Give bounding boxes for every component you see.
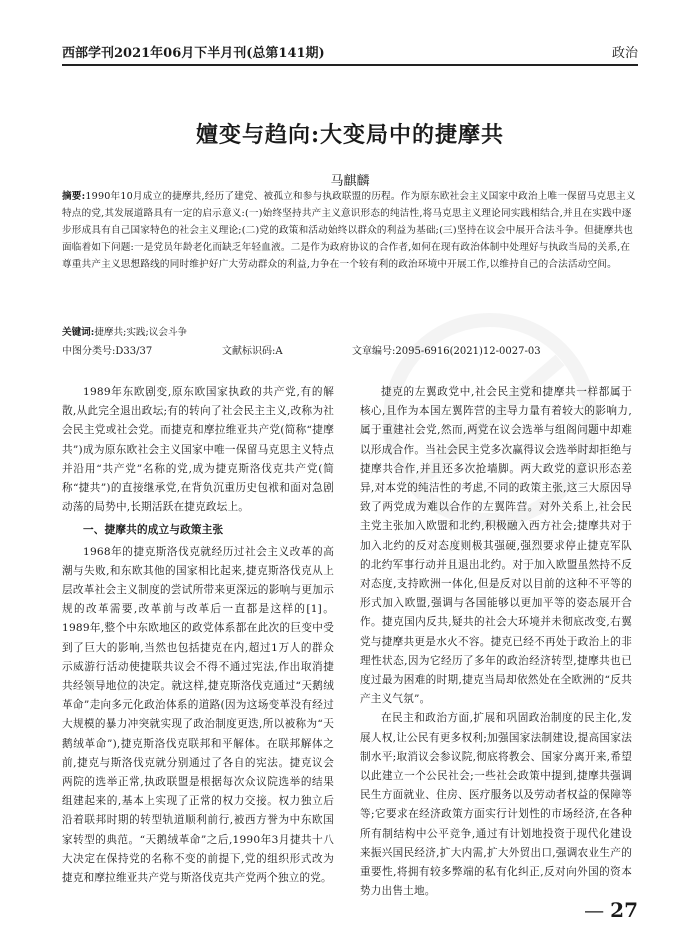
article-number: 文章编号:2095-6916(2021)12-0027-03 <box>352 346 541 357</box>
class-number: 中图分类号:D33/37 <box>62 346 153 357</box>
running-header <box>62 40 638 62</box>
right-column <box>360 383 632 901</box>
keywords-label: 关键词: <box>62 327 95 338</box>
abstract-label: 摘要: <box>62 191 86 202</box>
abstract <box>62 188 638 273</box>
page-number <box>584 898 638 922</box>
paragraph: 捷克的左翼政党中,社会民主党和捷摩共一样都属于核心,且作为本国左翼阵营的主导力量有着较大的影响力,属于重建社会党,然而,两党在议会选举与组阁问题中却难以形成合作。当社会民主党多次赢得议会选举时却拒绝与捷摩共合作,并且还多次抢墙脚。两大政党的意识形态差异,对本党的纯洁性的考虑,不同的政策主张,这三大原因导致了两党成为难以合作的左翼阵营。对外关系上,社会民主党主张加入欧盟和北约,积极融入西方社会;捷摩共对于加入北约的反对态度则极其强硬,强烈要求停止捷克军队的北约军事行动并且退出北约。对于加入欧盟虽然持不反对态度,支持欧洲一体化,但是反对以目前的这种不平等的形式加入欧盟,强调与各国能够以更加平等的姿态展开合作。捷克国内反共,疑共的社会大环境并未彻底改变,右翼党与捷摩共更是水火不容。捷克已经不再处于政治上的非理性状态,因为它经历了多年的政治经济转型,捷摩共也已度过最为困难的时期,捷克当局却依然处在全欧洲的“反共产主义气氛”。 <box>360 386 632 706</box>
paragraph: 1968年的捷克斯洛伐克就经历过社会主义改革的高潮与失败,和东欧其他的国家相比起来,捷克斯洛伐克从上层改革社会主义制度的尝试所带来更深远的影响与更加示规的改革需要,改革前与改革后一直都是这样的[1]。1989年,整个中东欧地区的政党体系都在此次的巨变中受到了巨大的影响,当然也包括捷克在内,超过1万人的群众示威游行活动使捷联共议会不得不通过宪法,作出取消捷共经领导地位的决定。就这样,捷克斯洛伐克通过“天鹅绒革命”走向多元化政治体系的道路(因为这场变革没有经过大规模的暴力冲突就实现了政治制度更迭,所以被称为“天鹅绒革命”),捷克斯洛伐克联邦和平解体。在联邦解体之前,捷克与斯洛伐克就分别通过了各自的宪法。捷克议会两院的选举正常,执政联盟是根据每次众议院选举的结果组建起来的,基本上实现了正常的权力交接。权力独立后沿着联邦时期的转型轨道顺利前行,被西方誉为中东欧国家转型的典范。“天鹅绒革命”之后,1990年3月捷共十八大决定在保持党的名称不变的前提下,党的组织形式改为捷克和摩拉维亚共产党与斯洛伐克共产党两个独立的党。 <box>62 545 334 885</box>
page-number-value: 27 <box>610 898 638 922</box>
page-dash: — <box>584 898 605 922</box>
paragraph: 1989年东欧剧变,原东欧国家执政的共产党,有的解散,从此完全退出政坛;有的转向了社会民主主义,改称为社会民主党或社会党。而捷克和摩拉维亚共产党(简称“捷摩共”)成为原东欧社会主义国家中唯一保留马克思主义特点并沿用“共产党”名称的党,成为捷克斯洛伐克共产党(简称“捷共”)的直接继承党,在背负沉重历史包袱和面对急剧动荡的局势中,长期活跃在捷克政坛上。 <box>62 386 334 514</box>
header-rule <box>62 64 638 66</box>
section-name: 政治 <box>611 46 638 61</box>
abstract-text: 1990年10月成立的捷摩共,经历了建党、被孤立和参与执政联盟的历程。作为原东欧社会主义国家中政治上唯一保留马克思主义特点的党,其发展道路具有一定的启示意义:(一)始终坚持共产主义意识形态的纯洁性,将马克思主义理论同实践相结合,并且在实践中逐步形成具有自己国家特色的社会主义理论;(二)党的政策和活动始终以群众的利益为基础;(三)坚持在议会中展开合法斗争。但捷摩共也面临着如下问题:一是党员年龄老化而缺乏年轻血液。二是作为政府协议的合作者,如何在现有政治体制中处理好与执政当局的关系,在尊重共产主义思想路线的同时维护好广大劳动群众的利益,力争在一个较有利的政治环境中开展工作,以维持自己的合法活动空间。 <box>62 191 636 270</box>
left-column <box>62 383 334 888</box>
article-author: 马麒麟 <box>330 174 370 189</box>
document-code: 文献标识码:A <box>222 346 283 357</box>
article-title: 嬗变与趋向:大变局中的捷摩共 <box>195 122 505 148</box>
section-heading: 一、捷摩共的成立与政策主张 <box>83 524 224 537</box>
journal-info: 西部学刊2021年06月下半月刊(总第141期) <box>62 46 325 61</box>
paragraph: 在民主和政治方面,扩展和巩固政治制度的民主化,发展人权,让公民有更多权利;加强国家法制建设,提高国家法制水平;取消议会参议院,彻底将教会、国家分离开来,希望以此建立一个公民社会;一些社会政策中提到,捷摩共强调民生方面就业、住房、医疗服务以及劳动者权益的保障等等;它要求在经济政策方面实行计划性的市场经济,在各种所有制结构中公平竞争,通过有计划地投资于现代化建设来振兴国民经济,扩大内需,扩大外贸出口,强调农业生产的重要性,将拥有较多弊端的私有化纠正,反对向外国的资本势力出售土地。 <box>360 712 632 898</box>
keywords-text: 捷摩共;实践;议会斗争 <box>94 327 188 338</box>
